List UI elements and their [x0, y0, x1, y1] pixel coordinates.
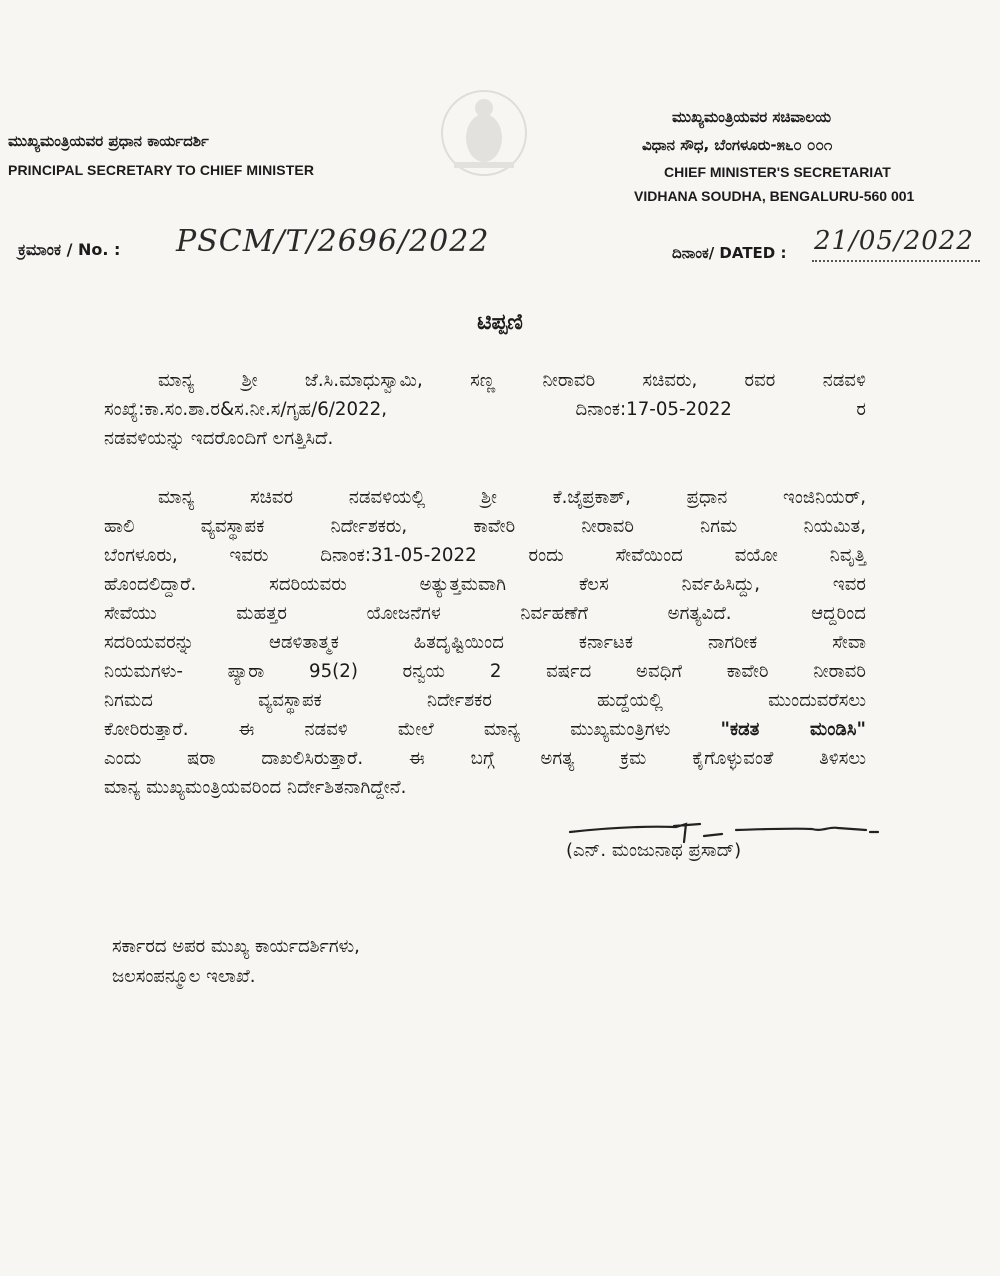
paragraph-line: ಮಾನ್ಯ ಮುಖ್ಯಮಂತ್ರಿಯವರಿಂದ ನಿರ್ದೇಶಿತನಾಗಿದ್ದೇನೆ. [104, 777, 407, 798]
secretariat-kannada: ಮುಖ್ಯಮಂತ್ರಿಯವರ ಸಚಿವಾಲಯ [672, 108, 832, 126]
paragraph-fragment: ರ [856, 399, 866, 420]
paragraph-line: ಹೊಂದಲಿದ್ದಾರೆ. ಸದರಿಯವರು ಅತ್ಯುತ್ತಮವಾಗಿ ಕೆಲಸ ನಿರ್ವಹಿಸಿದ್ದು, ಇವರ [104, 574, 866, 595]
date-dotted-line [812, 260, 980, 262]
paragraph-text: ಕೋರಿರುತ್ತಾರೆ. ಈ ನಡವಳಿ ಮೇಲೆ ಮಾನ್ಯ ಮುಖ್ಯಮಂತ್ರಿಗಳು [104, 719, 721, 740]
paragraph-line: ಸದರಿಯವರನ್ನು ಆಡಳಿತಾತ್ಮಕ ಹಿತದೃಷ್ಟಿಯಿಂದ ಕರ್ನಾಟಕ ನಾಗರೀಕ ಸೇವಾ [104, 632, 866, 653]
paragraph-line: ಎಂದು ಷರಾ ದಾಖಲಿಸಿರುತ್ತಾರೆ. ಈ ಬಗ್ಗೆ ಅಗತ್ಯ ಕ್ರಮ ಕೈಗೊಳ್ಳುವಂತೆ ತಿಳಿಸಲು [104, 748, 866, 769]
state-emblem-watermark [428, 78, 540, 188]
paragraph-line: ನಡವಳಿಯನ್ನು ಇದರೊಂದಿಗೆ ಲಗತ್ತಿಸಿದೆ. [104, 428, 334, 449]
address-kannada: ವಿಧಾನ ಸೌಧ, ಬೆಂಗಳೂರು-೫೬೦ ೦೦೧ [642, 136, 833, 154]
addressee-designation: ಸರ್ಕಾರದ ಅಪರ ಮುಖ್ಯ ಕಾರ್ಯದರ್ಶಿಗಳು, [112, 936, 360, 957]
paragraph-1 [104, 366, 866, 453]
sender-title-english: PRINCIPAL SECRETARY TO CHIEF MINISTER [8, 162, 315, 178]
addressee-department: ಜಲಸಂಪನ್ಮೂಲ ಇಲಾಖೆ. [112, 966, 256, 987]
reference-number-label: ಕ್ರಮಾಂಕ / No. : [18, 240, 121, 259]
sender-title-kannada: ಮುಖ್ಯಮಂತ್ರಿಯವರ ಪ್ರಧಾನ ಕಾರ್ಯದರ್ಶಿ [8, 132, 209, 150]
proceedings-number: ಸಂಖ್ಯೆ:ಕಾ.ಸಂ.ಶಾ.ರ&ಸ.ನೀ.ಸ/ಗೃಹ/6/2022, [104, 399, 387, 420]
reference-number-handwritten: PSCM/T/2696/2022 [176, 224, 490, 259]
cm-remark-bold: "ಕಡತ ಮಂಡಿಸಿ" [720, 719, 866, 740]
paragraph-2 [104, 483, 866, 802]
proceedings-date: ದಿನಾಂಕ:17-05-2022 [575, 399, 732, 420]
paragraph-line: ಸೇವೆಯು ಮಹತ್ತರ ಯೋಜನೆಗಳ ನಿರ್ವಹಣೆಗೆ ಅಗತ್ಯವಿದೆ. ಆದ್ದರಿಂದ [104, 603, 866, 624]
date-handwritten: 21/05/2022 [814, 226, 974, 256]
paragraph-line: ಬೆಂಗಳೂರು, ಇವರು ದಿನಾಂಕ:31-05-2022 ರಂದು ಸೇವೆಯಿಂದ ವಯೋ ನಿವೃತ್ತಿ [104, 545, 866, 566]
paragraph-line: ಹಾಲಿ ವ್ಯವಸ್ಥಾಪಕ ನಿರ್ದೇಶಕರು, ಕಾವೇರಿ ನೀರಾವರಿ ನಿಗಮ ನಿಯಮಿತ, [104, 516, 866, 537]
signatory-name: (ಎನ್. ಮಂಜುನಾಥ ಪ್ರಸಾದ್) [566, 840, 742, 861]
reference-line [104, 395, 866, 424]
address-english: VIDHANA SOUDHA, BENGALURU-560 001 [634, 188, 915, 204]
paragraph-line: ಮಾನ್ಯ ಶ್ರೀ ಜೆ.ಸಿ.ಮಾಧುಸ್ವಾಮಿ, ಸಣ್ಣ ನೀರಾವರಿ ಸಚಿವರು, ರವರ ನಡವಳಿ [158, 370, 867, 391]
date-label: ದಿನಾಂಕ/ DATED : [672, 244, 787, 262]
secretariat-english: CHIEF MINISTER'S SECRETARIAT [664, 164, 891, 180]
paragraph-line [104, 715, 866, 744]
paragraph-line: ನಿಗಮದ ವ್ಯವಸ್ಥಾಪಕ ನಿರ್ದೇಶಕರ ಹುದ್ದೆಯಲ್ಲಿ ಮುಂದುವರೆಸಲು [104, 690, 866, 711]
note-title: ಟಿಪ್ಪಣಿ [477, 310, 523, 335]
paragraph-line: ಮಾನ್ಯ ಸಚಿವರ ನಡವಳಿಯಲ್ಲಿ ಶ್ರೀ ಕೆ.ಜೈಪ್ರಕಾಶ್, ಪ್ರಧಾನ ಇಂಜಿನಿಯರ್, [158, 487, 866, 508]
paragraph-line: ನಿಯಮಗಳು- ಪ್ಯಾರಾ 95(2) ರನ್ವಯ 2 ವರ್ಷದ ಅವಧಿಗೆ ಕಾವೇರಿ ನೀರಾವರಿ [104, 661, 866, 682]
addressee-block [112, 932, 360, 992]
